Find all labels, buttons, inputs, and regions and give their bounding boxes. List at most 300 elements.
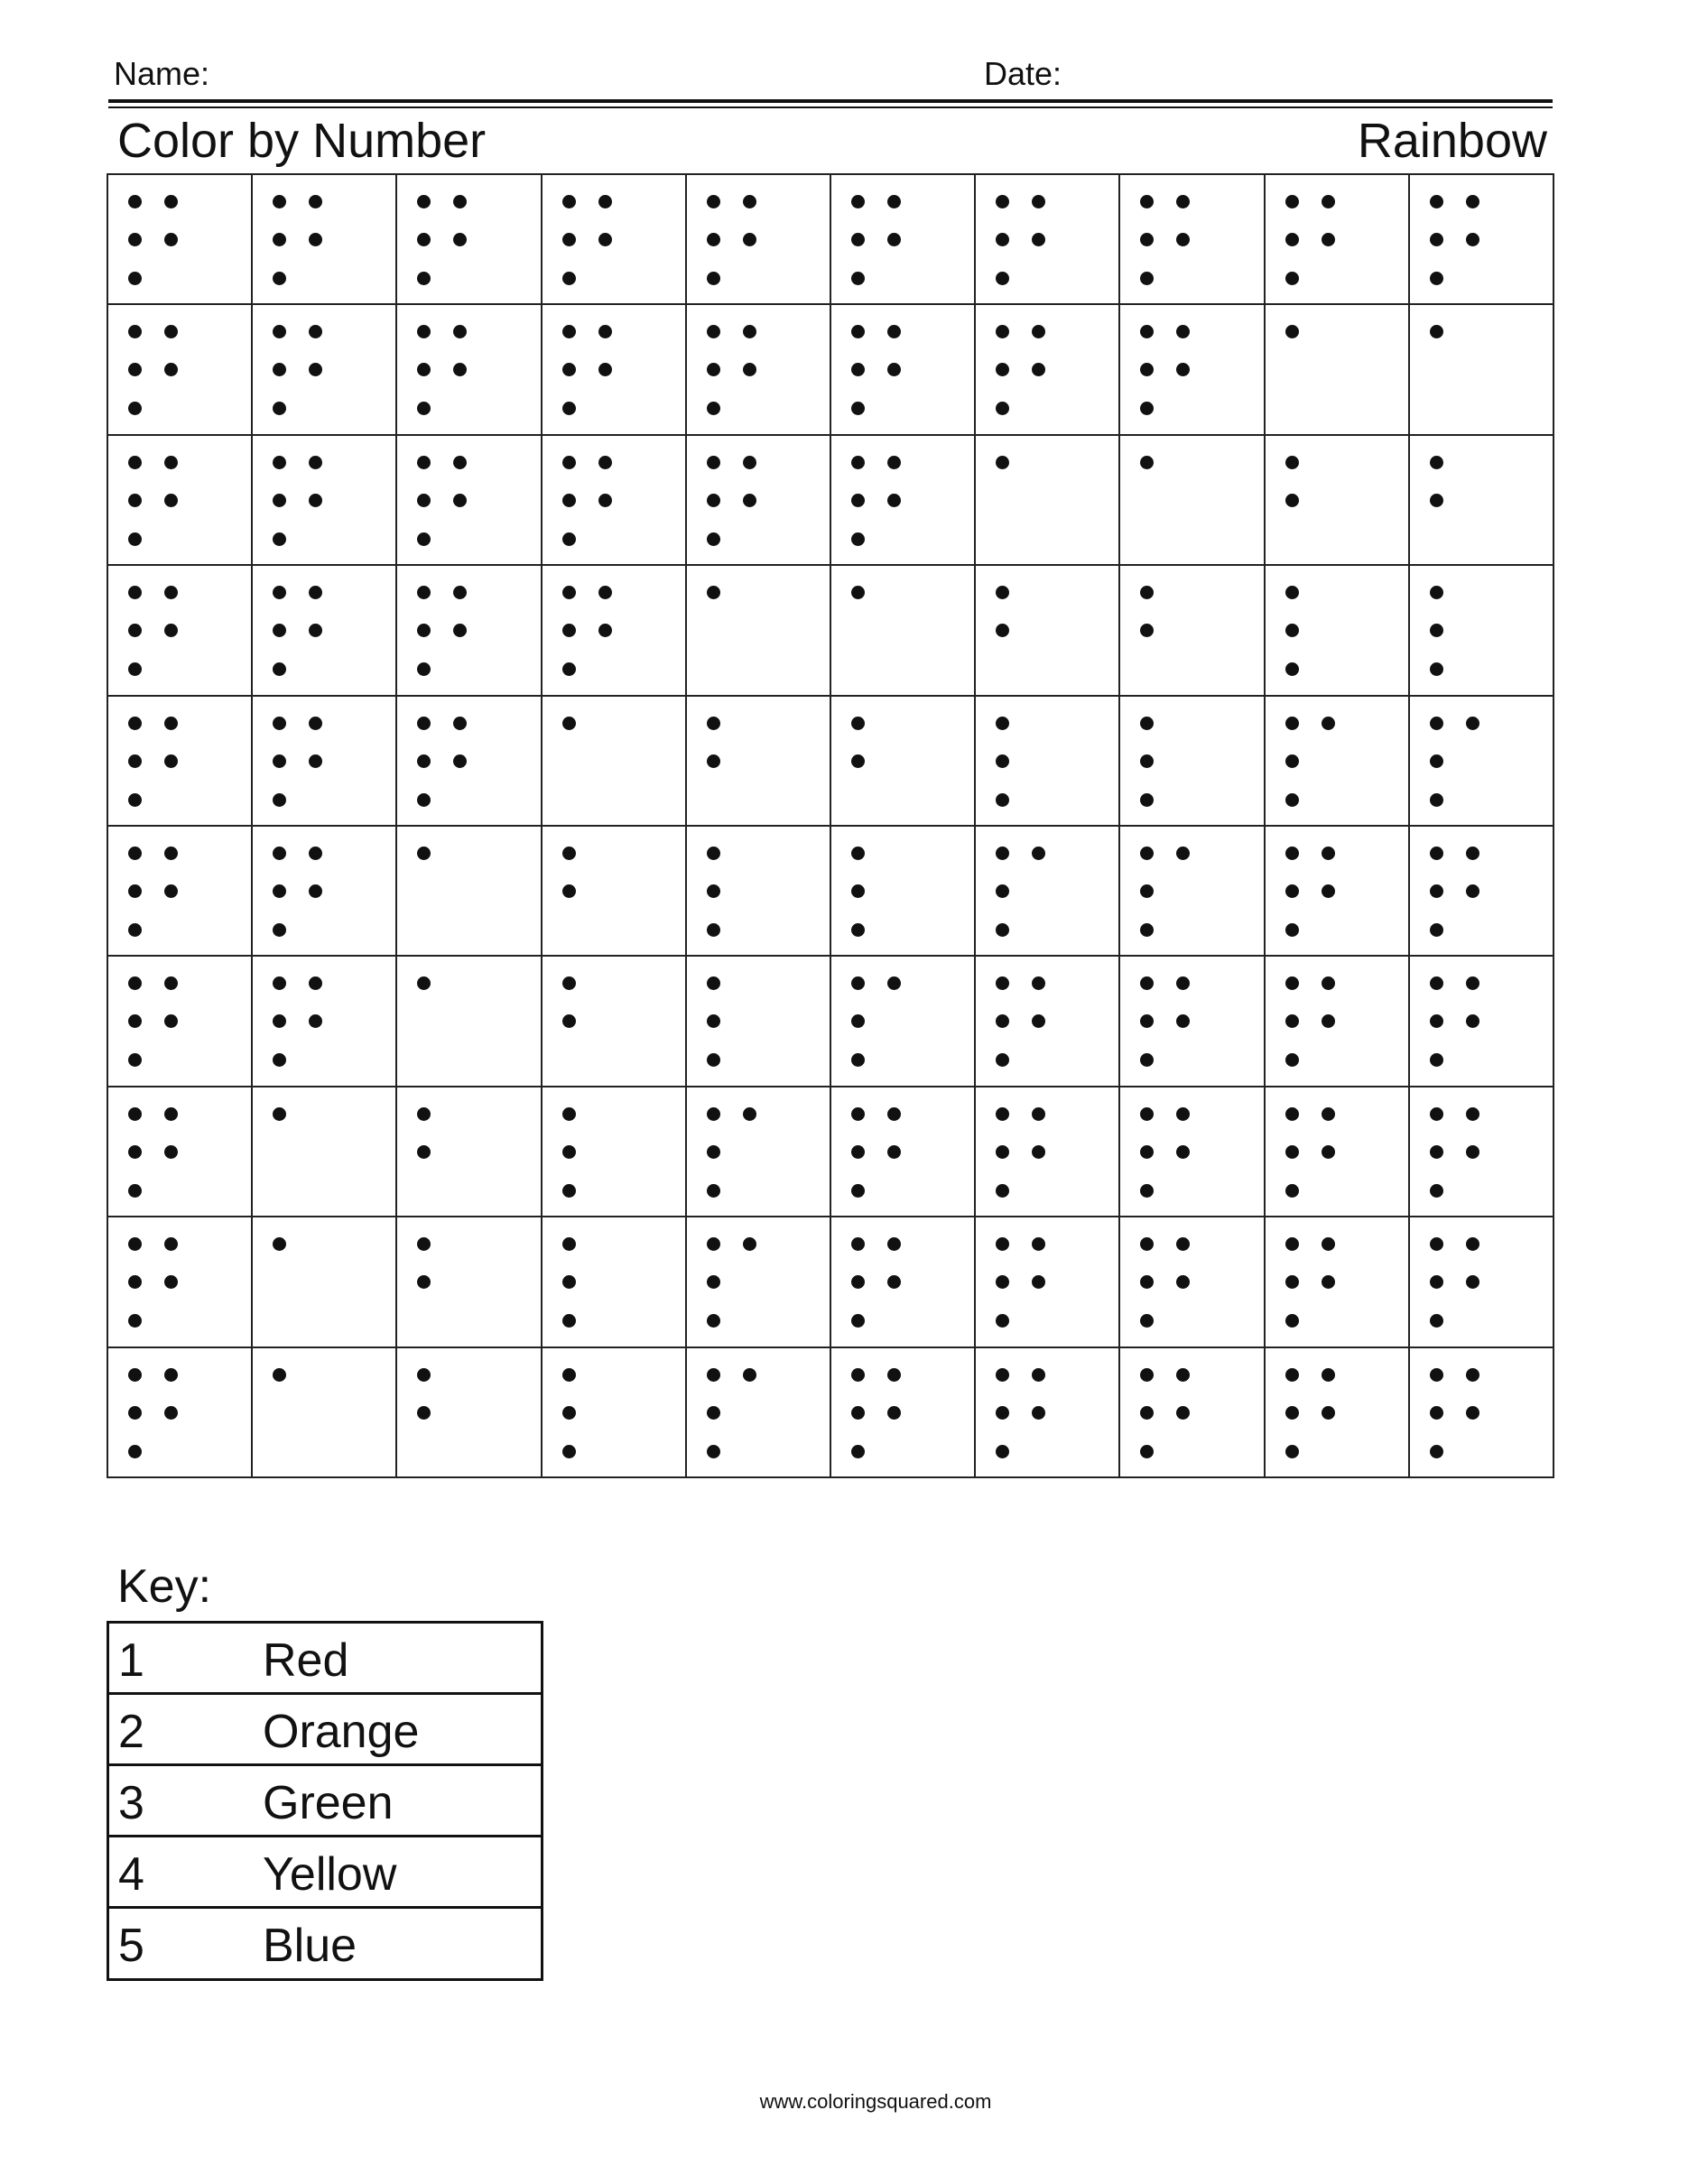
braille-dot xyxy=(1140,233,1154,246)
grid-cell xyxy=(543,436,687,566)
grid-cell xyxy=(543,1217,687,1347)
grid-cell xyxy=(543,305,687,435)
braille-dot xyxy=(164,456,178,469)
braille-dot xyxy=(743,325,756,338)
grid-cell xyxy=(976,175,1120,305)
braille-dot xyxy=(996,1053,1009,1067)
braille-dot xyxy=(996,233,1009,246)
grid-cell xyxy=(1266,1348,1410,1478)
braille-dot xyxy=(851,195,865,208)
braille-dot xyxy=(707,1053,720,1067)
braille-dot xyxy=(417,532,431,546)
braille-dot xyxy=(1466,1406,1479,1420)
braille-dot xyxy=(273,325,286,338)
grid-cell xyxy=(976,436,1120,566)
grid-cell xyxy=(108,305,253,435)
grid-cell xyxy=(1410,827,1554,957)
key-number: 1 xyxy=(118,1634,144,1687)
braille-dot xyxy=(1466,195,1479,208)
braille-dot xyxy=(164,1107,178,1121)
braille-dot xyxy=(562,1237,576,1251)
grid-cell xyxy=(253,1217,397,1347)
braille-dot xyxy=(707,586,720,599)
grid-cell xyxy=(1266,697,1410,827)
braille-dot xyxy=(1285,884,1299,898)
braille-dot xyxy=(417,325,431,338)
grid-cell xyxy=(1266,175,1410,305)
braille-dot xyxy=(1140,1145,1154,1159)
braille-dot xyxy=(562,1406,576,1420)
braille-dot xyxy=(743,233,756,246)
braille-dot xyxy=(1466,1107,1479,1121)
braille-dot xyxy=(851,494,865,507)
braille-dot xyxy=(743,1237,756,1251)
braille-dot xyxy=(1032,1275,1045,1289)
grid-cell xyxy=(253,566,397,696)
grid-cell xyxy=(1410,175,1554,305)
grid-cell xyxy=(543,1348,687,1478)
braille-dot xyxy=(1032,1368,1045,1382)
grid-cell xyxy=(1120,697,1265,827)
braille-dot xyxy=(1430,662,1443,676)
braille-dot xyxy=(273,1107,286,1121)
braille-dot xyxy=(309,195,322,208)
braille-dot xyxy=(851,1275,865,1289)
grid-cell xyxy=(687,1087,831,1217)
braille-dot xyxy=(1285,1368,1299,1382)
braille-dot xyxy=(996,586,1009,599)
braille-dot xyxy=(164,494,178,507)
braille-dot xyxy=(996,1368,1009,1382)
grid-cell xyxy=(831,436,976,566)
braille-dot xyxy=(707,532,720,546)
braille-dot xyxy=(417,662,431,676)
braille-dot xyxy=(273,272,286,285)
braille-dot xyxy=(453,456,467,469)
braille-dot xyxy=(851,1053,865,1067)
braille-dot xyxy=(128,923,142,937)
braille-dot xyxy=(273,494,286,507)
braille-dot xyxy=(273,1014,286,1028)
grid-cell xyxy=(687,436,831,566)
braille-dot xyxy=(1322,1237,1335,1251)
grid-cell xyxy=(397,1087,542,1217)
braille-dot xyxy=(707,754,720,768)
braille-dot xyxy=(273,624,286,637)
braille-dot xyxy=(453,195,467,208)
braille-dot xyxy=(417,1145,431,1159)
braille-dot xyxy=(1285,1107,1299,1121)
key-color: Orange xyxy=(263,1706,420,1758)
braille-dot xyxy=(707,1368,720,1382)
braille-dot xyxy=(1285,1053,1299,1067)
key-table xyxy=(107,1621,543,1981)
braille-dot xyxy=(273,1237,286,1251)
braille-dot xyxy=(707,456,720,469)
grid-cell xyxy=(687,1217,831,1347)
braille-dot xyxy=(1285,847,1299,860)
braille-dot xyxy=(996,976,1009,990)
braille-dot xyxy=(164,624,178,637)
braille-dot xyxy=(1140,402,1154,415)
braille-dot xyxy=(996,456,1009,469)
braille-dot xyxy=(128,1314,142,1328)
braille-dot xyxy=(164,1014,178,1028)
braille-dot xyxy=(1176,1406,1190,1420)
braille-dot xyxy=(1285,662,1299,676)
braille-dot xyxy=(417,233,431,246)
braille-dot xyxy=(1430,456,1443,469)
braille-dot xyxy=(707,1184,720,1198)
braille-dot xyxy=(1176,1237,1190,1251)
braille-dot xyxy=(996,884,1009,898)
braille-dot xyxy=(1466,233,1479,246)
braille-dot xyxy=(707,923,720,937)
key-number: 4 xyxy=(118,1848,144,1901)
braille-dot xyxy=(1430,494,1443,507)
braille-dot xyxy=(1430,195,1443,208)
grid-cell xyxy=(253,827,397,957)
grid-cell xyxy=(108,1087,253,1217)
braille-dot xyxy=(1176,1145,1190,1159)
braille-dot xyxy=(1322,233,1335,246)
braille-dot xyxy=(562,1014,576,1028)
braille-dot xyxy=(887,1237,901,1251)
braille-dot xyxy=(1466,1145,1479,1159)
braille-dot xyxy=(1285,976,1299,990)
grid-cell xyxy=(397,305,542,435)
braille-dot xyxy=(164,1406,178,1420)
braille-dot xyxy=(1176,195,1190,208)
braille-dot xyxy=(887,976,901,990)
braille-dot xyxy=(1322,1275,1335,1289)
braille-dot xyxy=(164,1237,178,1251)
braille-dot xyxy=(1466,1014,1479,1028)
grid-cell xyxy=(253,175,397,305)
braille-dot xyxy=(453,754,467,768)
braille-dot xyxy=(707,1014,720,1028)
grid-cell xyxy=(1410,566,1554,696)
braille-dot xyxy=(707,272,720,285)
braille-dot xyxy=(273,586,286,599)
braille-dot xyxy=(164,847,178,860)
braille-dot xyxy=(128,1184,142,1198)
braille-dot xyxy=(1032,1145,1045,1159)
braille-dot xyxy=(1140,1237,1154,1251)
braille-dot xyxy=(562,586,576,599)
key-color: Yellow xyxy=(263,1848,397,1901)
braille-dot xyxy=(273,1368,286,1382)
grid-cell xyxy=(108,566,253,696)
braille-dot xyxy=(1322,1406,1335,1420)
braille-dot xyxy=(1322,1014,1335,1028)
braille-dot xyxy=(309,847,322,860)
braille-dot xyxy=(128,1406,142,1420)
braille-dot xyxy=(887,325,901,338)
braille-dot xyxy=(1140,1053,1154,1067)
braille-dot xyxy=(707,1275,720,1289)
grid-cell xyxy=(1266,1217,1410,1347)
braille-dot xyxy=(453,233,467,246)
braille-dot xyxy=(562,456,576,469)
grid-cell xyxy=(108,175,253,305)
braille-dot xyxy=(1140,1445,1154,1458)
braille-dot xyxy=(417,1368,431,1382)
braille-dot xyxy=(1032,195,1045,208)
page-subtitle: Rainbow xyxy=(1357,114,1547,168)
braille-dot xyxy=(273,717,286,730)
braille-dot xyxy=(562,662,576,676)
grid-cell xyxy=(831,175,976,305)
grid-cell xyxy=(108,436,253,566)
braille-dot xyxy=(1466,1237,1479,1251)
braille-dot xyxy=(707,363,720,376)
braille-dot xyxy=(562,272,576,285)
braille-dot xyxy=(1140,272,1154,285)
braille-dot xyxy=(1140,884,1154,898)
header-rule-thin xyxy=(108,106,1553,108)
grid-cell xyxy=(1266,566,1410,696)
braille-dot xyxy=(1466,717,1479,730)
braille-dot xyxy=(1032,1107,1045,1121)
braille-dot xyxy=(1140,1314,1154,1328)
braille-dot xyxy=(996,1406,1009,1420)
braille-dot xyxy=(128,624,142,637)
braille-dot xyxy=(1140,717,1154,730)
braille-dot xyxy=(1285,233,1299,246)
braille-dot xyxy=(1430,1275,1443,1289)
braille-dot xyxy=(1140,976,1154,990)
braille-dot xyxy=(851,1368,865,1382)
braille-dot xyxy=(309,1014,322,1028)
braille-dot xyxy=(1140,586,1154,599)
key-row xyxy=(109,1766,541,1837)
braille-dot xyxy=(128,1368,142,1382)
braille-dot xyxy=(1285,1014,1299,1028)
braille-dot xyxy=(309,325,322,338)
braille-dot xyxy=(562,494,576,507)
braille-dot xyxy=(128,325,142,338)
braille-dot xyxy=(1285,586,1299,599)
braille-dot xyxy=(417,793,431,807)
grid-cell xyxy=(831,305,976,435)
grid-cell xyxy=(543,1087,687,1217)
braille-dot xyxy=(1430,754,1443,768)
braille-dot xyxy=(1430,923,1443,937)
footer-website: www.coloringsquared.com xyxy=(759,2090,992,2113)
braille-dot xyxy=(707,1314,720,1328)
braille-dot xyxy=(1430,717,1443,730)
grid-cell xyxy=(976,827,1120,957)
braille-dot xyxy=(128,1145,142,1159)
braille-dot xyxy=(164,754,178,768)
braille-dot xyxy=(453,325,467,338)
braille-dot xyxy=(164,233,178,246)
braille-dot xyxy=(996,1275,1009,1289)
braille-dot xyxy=(417,363,431,376)
braille-dot xyxy=(1430,1445,1443,1458)
braille-dot xyxy=(1032,233,1045,246)
braille-dot xyxy=(996,624,1009,637)
braille-dot xyxy=(1322,1107,1335,1121)
braille-dot xyxy=(417,1107,431,1121)
braille-dot xyxy=(164,586,178,599)
braille-dot xyxy=(128,402,142,415)
grid-cell xyxy=(976,566,1120,696)
braille-dot xyxy=(1285,717,1299,730)
grid-cell xyxy=(253,957,397,1087)
grid-cell xyxy=(108,827,253,957)
braille-dot xyxy=(164,363,178,376)
grid-cell xyxy=(1266,957,1410,1087)
braille-dot xyxy=(1140,793,1154,807)
braille-dot xyxy=(417,717,431,730)
braille-dot xyxy=(273,456,286,469)
braille-dot xyxy=(1140,754,1154,768)
braille-dot xyxy=(851,1314,865,1328)
braille-dot xyxy=(1430,1368,1443,1382)
braille-dot xyxy=(128,717,142,730)
braille-dot xyxy=(1140,195,1154,208)
braille-dot xyxy=(1430,1314,1443,1328)
braille-dot xyxy=(128,662,142,676)
braille-dot xyxy=(128,1053,142,1067)
grid-cell xyxy=(108,1217,253,1347)
grid-cell xyxy=(831,827,976,957)
braille-dot xyxy=(164,1145,178,1159)
grid-cell xyxy=(831,957,976,1087)
braille-dot xyxy=(1032,1014,1045,1028)
braille-dot xyxy=(1430,1053,1443,1067)
braille-dot xyxy=(562,363,576,376)
braille-dot xyxy=(1322,976,1335,990)
braille-dot xyxy=(1176,325,1190,338)
braille-dot xyxy=(1285,923,1299,937)
grid-cell xyxy=(1120,1348,1265,1478)
grid-cell xyxy=(976,305,1120,435)
braille-dot xyxy=(417,402,431,415)
grid-cell xyxy=(1266,436,1410,566)
braille-dot xyxy=(273,793,286,807)
braille-dot xyxy=(1032,1406,1045,1420)
braille-dot xyxy=(453,624,467,637)
braille-dot xyxy=(562,717,576,730)
grid-cell xyxy=(1120,305,1265,435)
braille-dot xyxy=(996,923,1009,937)
braille-dot xyxy=(128,1107,142,1121)
braille-dot xyxy=(273,402,286,415)
braille-dot xyxy=(996,363,1009,376)
braille-dot xyxy=(707,1145,720,1159)
braille-dot xyxy=(851,233,865,246)
braille-dot xyxy=(128,793,142,807)
grid-cell xyxy=(1266,305,1410,435)
date-label: Date: xyxy=(984,55,1062,92)
braille-dot xyxy=(1176,1275,1190,1289)
braille-dot xyxy=(1140,1107,1154,1121)
braille-dot xyxy=(562,233,576,246)
braille-dot xyxy=(1285,1145,1299,1159)
braille-dot xyxy=(562,1445,576,1458)
braille-dot xyxy=(887,1368,901,1382)
braille-dot xyxy=(128,195,142,208)
grid-cell xyxy=(397,1348,542,1478)
braille-dot xyxy=(1176,847,1190,860)
braille-dot xyxy=(417,1237,431,1251)
braille-dot xyxy=(417,195,431,208)
braille-dot xyxy=(417,976,431,990)
braille-dot xyxy=(1466,1368,1479,1382)
grid-cell xyxy=(397,827,542,957)
braille-dot xyxy=(1140,923,1154,937)
braille-dot xyxy=(1430,586,1443,599)
braille-dot xyxy=(1140,363,1154,376)
grid-cell xyxy=(108,957,253,1087)
grid-cell xyxy=(543,697,687,827)
braille-dot xyxy=(887,1406,901,1420)
grid-cell xyxy=(253,697,397,827)
braille-dot xyxy=(707,1445,720,1458)
braille-dot xyxy=(996,847,1009,860)
braille-dot xyxy=(562,624,576,637)
braille-dot xyxy=(1466,884,1479,898)
braille-dot xyxy=(128,456,142,469)
braille-dot xyxy=(996,1184,1009,1198)
grid-cell xyxy=(543,827,687,957)
braille-dot xyxy=(562,1145,576,1159)
braille-dot xyxy=(1322,1145,1335,1159)
grid-cell xyxy=(831,1217,976,1347)
braille-dot xyxy=(887,233,901,246)
braille-dot xyxy=(1466,847,1479,860)
braille-dot xyxy=(743,1107,756,1121)
braille-dot xyxy=(851,923,865,937)
braille-dot xyxy=(1140,1368,1154,1382)
braille-dot xyxy=(996,1107,1009,1121)
grid-cell xyxy=(1410,697,1554,827)
braille-dot xyxy=(1466,976,1479,990)
braille-dot xyxy=(1140,1275,1154,1289)
braille-dot xyxy=(562,976,576,990)
braille-dot xyxy=(1032,847,1045,860)
braille-dot xyxy=(1285,793,1299,807)
braille-dot xyxy=(996,195,1009,208)
braille-dot xyxy=(1140,1184,1154,1198)
braille-dot xyxy=(562,1184,576,1198)
braille-dot xyxy=(164,884,178,898)
braille-dot xyxy=(309,586,322,599)
braille-dot xyxy=(851,1107,865,1121)
braille-dot xyxy=(309,363,322,376)
braille-dot xyxy=(851,586,865,599)
braille-dot xyxy=(851,272,865,285)
braille-dot xyxy=(1430,1145,1443,1159)
grid-cell xyxy=(687,957,831,1087)
color-by-number-grid xyxy=(107,173,1554,1478)
grid-cell xyxy=(397,436,542,566)
braille-dot xyxy=(707,847,720,860)
key-row xyxy=(109,1624,541,1695)
grid-cell xyxy=(687,827,831,957)
braille-dot xyxy=(417,586,431,599)
key-number: 3 xyxy=(118,1777,144,1829)
braille-dot xyxy=(1140,325,1154,338)
braille-dot xyxy=(417,272,431,285)
key-number: 5 xyxy=(118,1920,144,1972)
braille-dot xyxy=(1140,624,1154,637)
key-title: Key: xyxy=(117,1560,212,1613)
braille-dot xyxy=(453,717,467,730)
